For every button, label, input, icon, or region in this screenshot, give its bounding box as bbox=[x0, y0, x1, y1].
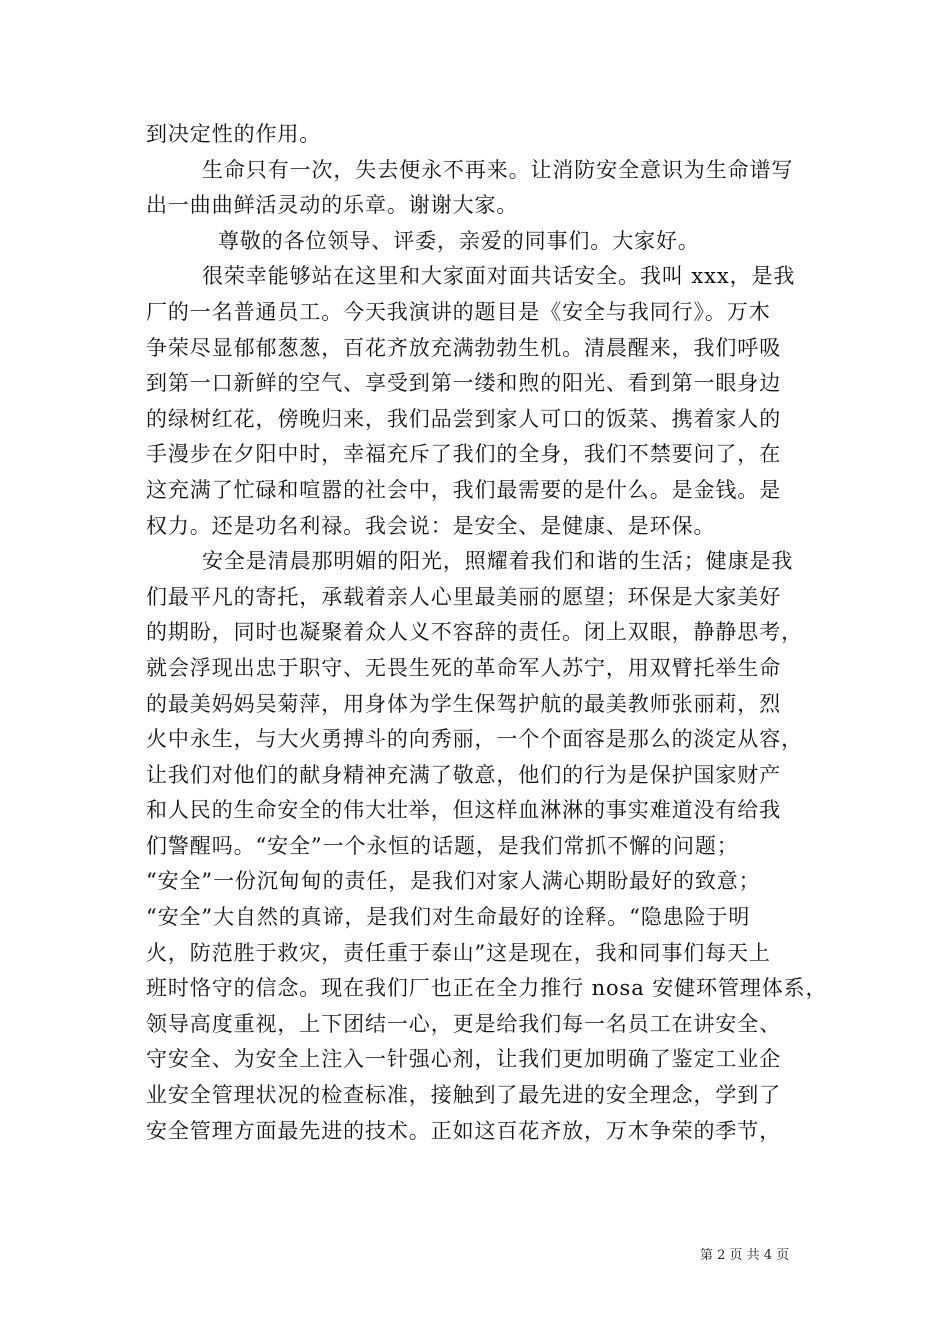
text-line: 就会浮现出忠于职守、无畏生死的革命军人苏宁，用双臂托举生命 bbox=[146, 655, 782, 680]
text-line: 的绿树红花，傍晚归来，我们品尝到家人可口的饭菜、携着家人的 bbox=[146, 406, 782, 431]
text-line: 们最平凡的寄托，承载着亲人心里最美丽的愿望；环保是大家美好 bbox=[146, 584, 782, 609]
text-line: 的期盼，同时也凝聚着众人义不容辞的责任。闭上双眼，静静思考， bbox=[146, 620, 803, 645]
text-line: 出一曲曲鲜活灵动的乐章。谢谢大家。 bbox=[146, 193, 519, 218]
text-line: 到第一口新鲜的空气、享受到第一缕和煦的阳光、看到第一眼身边 bbox=[146, 371, 782, 396]
text-line: “安全”一份沉甸甸的责任，是我们对家人满心期盼最好的致意； bbox=[146, 869, 761, 894]
text-line: 的最美妈妈吴菊萍，用身体为学生保驾护航的最美教师张丽莉，烈 bbox=[146, 691, 782, 716]
text-line: 火中永生，与大火勇搏斗的向秀丽，一个个面容是那么的淡定从容， bbox=[146, 727, 803, 752]
page-number: 第 2 页 共 4 页 bbox=[700, 1248, 790, 1263]
text-line: 火，防范胜于救灾，责任重于泰山”这是现在，我和同事们每天上 bbox=[146, 940, 771, 965]
text-line: 班时恪守的信念。现在我们厂也正在全力推行 nosa 安健环管理体系， bbox=[146, 976, 828, 1001]
text-line: 业安全管理状况的检查标准，接触到了最先进的安全理念，学到了 bbox=[146, 1083, 782, 1108]
text-line: “安全”大自然的真谛，是我们对生命最好的诠释。“隐患险于明 bbox=[146, 905, 751, 930]
text-line: 权力。还是功名利禄。我会说：是安全、是健康、是环保。 bbox=[146, 513, 716, 538]
text-line: 厂的一名普通员工。今天我演讲的题目是《安全与我同行》。万木 bbox=[146, 299, 771, 324]
text-line: 和人民的生命安全的伟大壮举，但这样血淋淋的事实难道没有给我 bbox=[146, 798, 782, 823]
text-line: 让我们对他们的献身精神充满了敬意，他们的行为是保护国家财产 bbox=[146, 762, 782, 787]
text-line: 这充满了忙碌和喧嚣的社会中，我们最需要的是什么。是金钱。是 bbox=[146, 477, 782, 502]
text-line: 尊敬的各位领导、评委，亲爱的同事们。大家好。 bbox=[218, 228, 700, 253]
text-line: 到决定性的作用。 bbox=[146, 122, 322, 146]
text-line: 们警醒吗。“安全”一个永恒的话题，是我们常抓不懈的问题； bbox=[146, 833, 739, 858]
text-line: 手漫步在夕阳中时，幸福充斥了我们的全身，我们不禁要问了，在 bbox=[146, 442, 782, 467]
text-line: 领导高度重视，上下团结一心，更是给我们每一名员工在讲安全、 bbox=[146, 1011, 782, 1036]
text-line: 很荣幸能够站在这里和大家面对面共话安全。我叫 xxx，是我 bbox=[202, 264, 796, 289]
text-line: 守安全、为安全上注入一针强心剂，让我们更加明确了鉴定工业企 bbox=[146, 1047, 782, 1072]
text-line: 争荣尽显郁郁葱葱，百花齐放充满勃勃生机。清晨醒来，我们呼吸 bbox=[146, 335, 782, 360]
text-line: 生命只有一次，失去便永不再来。让消防安全意识为生命谱写 bbox=[202, 157, 794, 182]
text-line: 安全是清晨那明媚的阳光，照耀着我们和谐的生活；健康是我 bbox=[202, 549, 794, 574]
document-body bbox=[146, 117, 836, 1149]
text-line: 安全管理方面最先进的技术。正如这百花齐放，万木争荣的季节， bbox=[146, 1118, 782, 1143]
